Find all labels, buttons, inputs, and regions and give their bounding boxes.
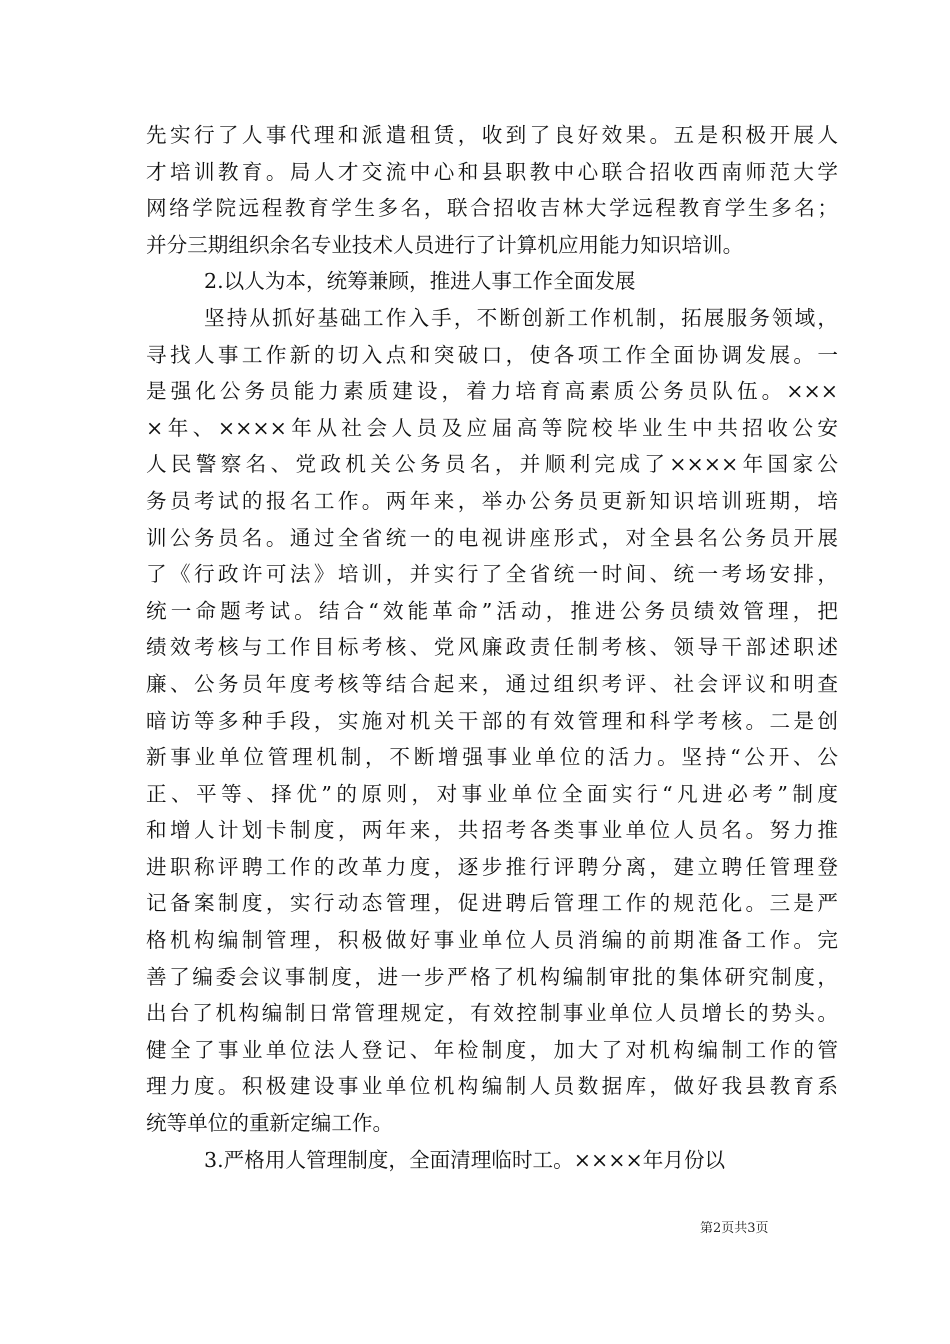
text-line: 寻找人事工作新的切入点和突破口，使各项工作全面协调发展。一 bbox=[146, 342, 838, 367]
text-line: 和增人计划卡制度，两年来，共招考各类事业单位人员名。努力推 bbox=[146, 818, 838, 843]
text-line: 才培训教育。局人才交流中心和县职教中心联合招收西南师范大学 bbox=[146, 159, 838, 184]
text-line: 健全了事业单位法人登记、年检制度，加大了对机构编制工作的管 bbox=[146, 1037, 838, 1062]
document-body bbox=[146, 117, 838, 1178]
text-line: 廉、公务员年度考核等结合起来，通过组织考评、社会评议和明查 bbox=[146, 671, 838, 696]
text-line: 暗访等多种手段，实施对机关干部的有效管理和科学考核。二是创 bbox=[146, 708, 838, 733]
text-line: 进职称评聘工作的改革力度，逐步推行评聘分离，建立聘任管理登 bbox=[146, 854, 838, 879]
text-line: 了《行政许可法》培训，并实行了全省统一时间、统一考场安排， bbox=[146, 562, 838, 587]
text-line: 人民警察名、党政机关公务员名，并顺利完成了××××年国家公 bbox=[146, 452, 838, 477]
section-heading: 3.严格用人管理制度，全面清理临时工。××××年月份以 bbox=[204, 1147, 726, 1172]
text-line: 并分三期组织余名专业技术人员进行了计算机应用能力知识培训。 bbox=[146, 232, 744, 257]
text-line: 出台了机构编制日常管理规定，有效控制事业单位人员增长的势头。 bbox=[146, 1001, 838, 1026]
text-line: 记备案制度，实行动态管理，促进聘后管理工作的规范化。三是严 bbox=[146, 891, 838, 916]
text-line: 理力度。积极建设事业单位机构编制人员数据库，做好我县教育系 bbox=[146, 1074, 838, 1099]
text-line: 务员考试的报名工作。两年来，举办公务员更新知识培训班期，培 bbox=[146, 488, 838, 513]
page-number: 第2页共3页 bbox=[700, 1221, 769, 1236]
text-line: 格机构编制管理，积极做好事业单位人员消编的前期准备工作。完 bbox=[146, 928, 838, 953]
text-line: 统一命题考试。结合“效能革命”活动，推进公务员绩效管理，把 bbox=[146, 598, 838, 623]
text-line: 先实行了人事代理和派遣租赁，收到了良好效果。五是积极开展人 bbox=[146, 123, 838, 147]
text-line: 统等单位的重新定编工作。 bbox=[146, 1111, 394, 1136]
section-heading: 2.以人为本，统筹兼顾，推进人事工作全面发展 bbox=[204, 269, 636, 294]
text-line: 网络学院远程教育学生多名，联合招收吉林大学远程教育学生多名； bbox=[146, 196, 838, 221]
text-line: 善了编委会议事制度，进一步严格了机构编制审批的集体研究制度， bbox=[146, 964, 838, 989]
text-line: 是强化公务员能力素质建设，着力培育高素质公务员队伍。××× bbox=[146, 379, 838, 404]
text-line: 正、平等、择优”的原则，对事业单位全面实行“凡进必考”制度 bbox=[146, 781, 838, 806]
text-line: 训公务员名。通过全省统一的电视讲座形式，对全县名公务员开展 bbox=[146, 525, 838, 550]
text-line: 坚持从抓好基础工作入手，不断创新工作机制，拓展服务领域， bbox=[204, 305, 838, 330]
text-line: 绩效考核与工作目标考核、党风廉政责任制考核、领导干部述职述 bbox=[146, 635, 838, 660]
text-line: 新事业单位管理机制，不断增强事业单位的活力。坚持“公开、公 bbox=[146, 745, 838, 770]
text-line: ×年、××××年从社会人员及应届高等院校毕业生中共招收公安 bbox=[146, 415, 838, 440]
